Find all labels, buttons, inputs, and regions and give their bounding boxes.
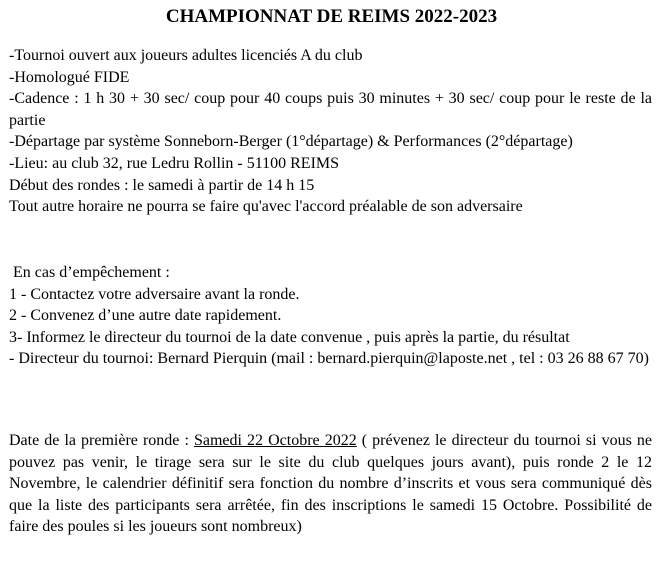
first-round-details: ( prévenez le directeur du tournoi si vous ne pouvez pas venir, le tirage sera sur le site du club quelques jours avant), puis ronde 2 le 12 Novembre, le calendrier définitif sera fonction du nombre d’inscrits et vous sera communiqué dès que la liste des participants sera arrêtée, fin des inscriptions le samedi 15 Octobre. Possibilité de faire des poules si les joueurs sont nombreux) [9,432,653,536]
impediment-step-1: 1 - Contactez votre adversaire avant la ronde. [9,285,300,303]
rule-tiebreak: -Départage par système Sonneborn-Berger (1°départage) & Performances (2°départage) [9,133,573,151]
impediment-heading: En cas d’empêchement : [9,264,170,281]
rule-open-to: -Tournoi ouvert aux joueurs adultes licenciés A du club [9,47,363,64]
rule-time-control: -Cadence : 1 h 30 + 30 sec/ coup pour 40 coups puis 30 minutes + 30 sec/ coup pour le reste de la partie [9,90,652,129]
first-round-date: Samedi 22 Octobre 2022 [193,432,357,449]
rule-location: -Lieu: au club 32, rue Ledru Rollin - 51100 REIMS [9,154,340,172]
rule-other-schedule: Tout autre horaire ne pourra se faire qu'avec l'accord préalable de son adversaire [9,198,523,216]
rules-section [9,45,652,218]
impediment-step-2: 2 - Convenez d’une autre date rapidement. [9,307,282,325]
impediment-step-3: 3- Informez le directeur du tournoi de la date convenue , puis après la partie, du résultat [9,328,570,346]
tournament-director-contact: - Directeur du tournoi: Bernard Pierquin (mail : bernard.pierquin@laposte.net , tel : 03 26 88 67 70) [9,350,649,368]
document-title: CHAMPIONNAT DE REIMS 2022-2023 [165,6,498,27]
impediment-section [9,262,652,370]
rule-fide: -Homologué FIDE [9,68,130,86]
first-round-paragraph [9,430,652,538]
rule-round-start: Début des rondes : le samedi à partir de 14 h 15 [9,176,315,194]
first-round-section [9,430,652,538]
first-round-label: Date de la première ronde : [9,432,194,449]
